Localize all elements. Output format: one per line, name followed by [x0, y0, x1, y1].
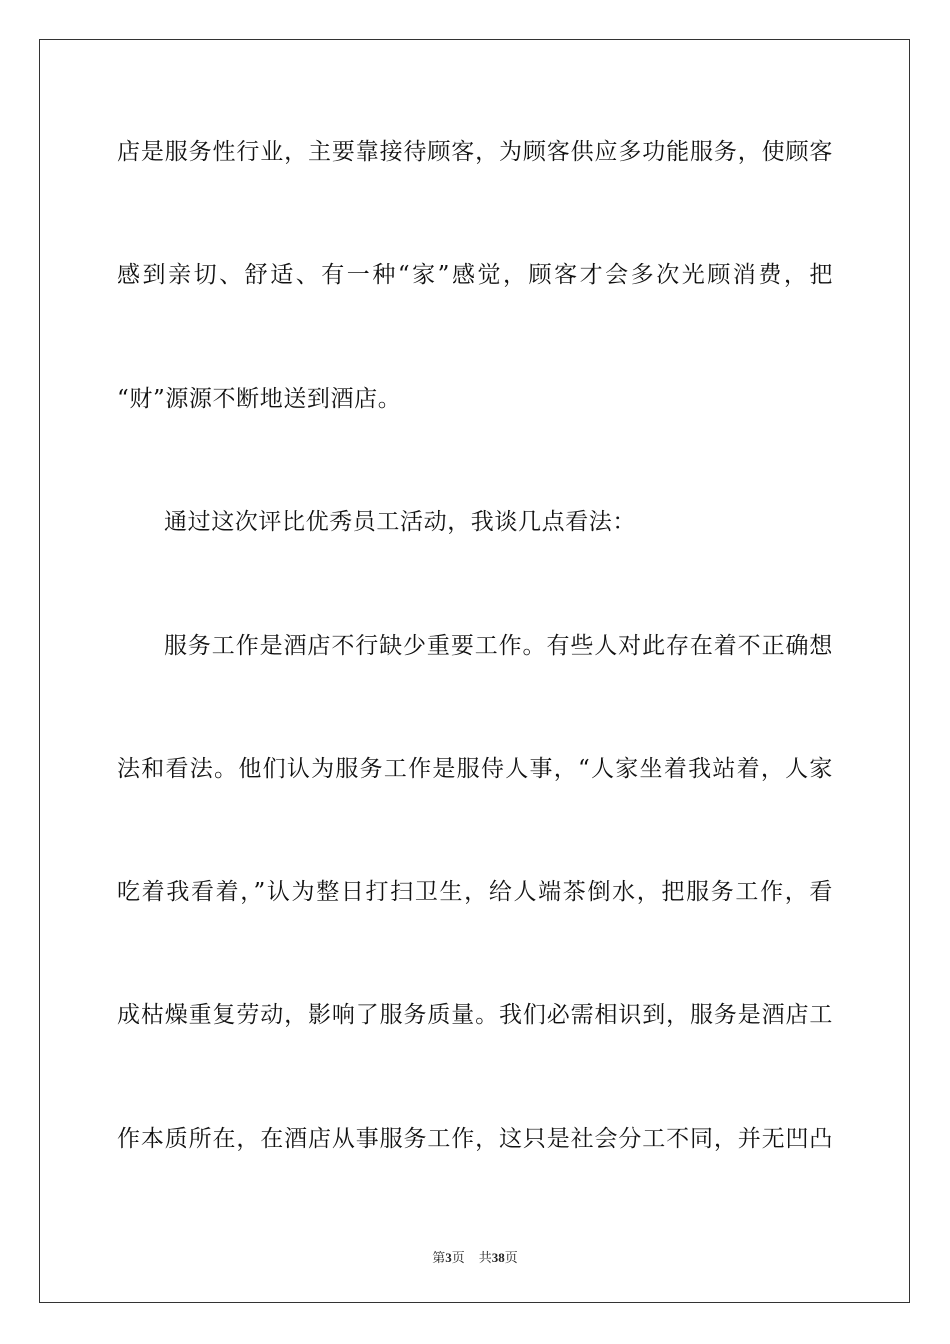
page-border [39, 39, 910, 1303]
footer-page-prefix: 第 [432, 1250, 446, 1265]
page-footer [0, 1247, 950, 1266]
body-line-9: 作本质所在，在酒店从事服务工作，这只是社会分工不同，并无凹凸 [117, 1126, 833, 1152]
footer-page-number: 3 [445, 1250, 452, 1265]
body-line-5: 服务工作是酒店不行缺少重要工作。有些人对此存在着不正确想 [164, 633, 833, 659]
footer-total-prefix: 共 [478, 1250, 492, 1265]
footer-total-suffix: 页 [504, 1250, 518, 1265]
body-line-3: “财”源源不断地送到酒店。 [117, 386, 402, 412]
body-line-2: 感到亲切、舒适、有一种“家”感觉，顾客才会多次光顾消费，把 [117, 262, 833, 288]
footer-total-pages: 38 [491, 1250, 505, 1265]
footer-page-suffix: 页 [451, 1250, 465, 1265]
body-line-8: 成枯燥重复劳动，影响了服务质量。我们必需相识到，服务是酒店工 [117, 1002, 833, 1028]
body-line-6: 法和看法。他们认为服务工作是服侍人事，“人家坐着我站着，人家 [117, 756, 833, 782]
body-line-7: 吃着我看着，”认为整日打扫卫生，给人端茶倒水，把服务工作，看 [117, 879, 833, 905]
body-line-1: 店是服务性行业，主要靠接待顾客，为顾客供应多功能服务，使顾客 [117, 139, 833, 165]
paragraph-intro: 通过这次评比优秀员工活动，我谈几点看法： [164, 509, 636, 535]
